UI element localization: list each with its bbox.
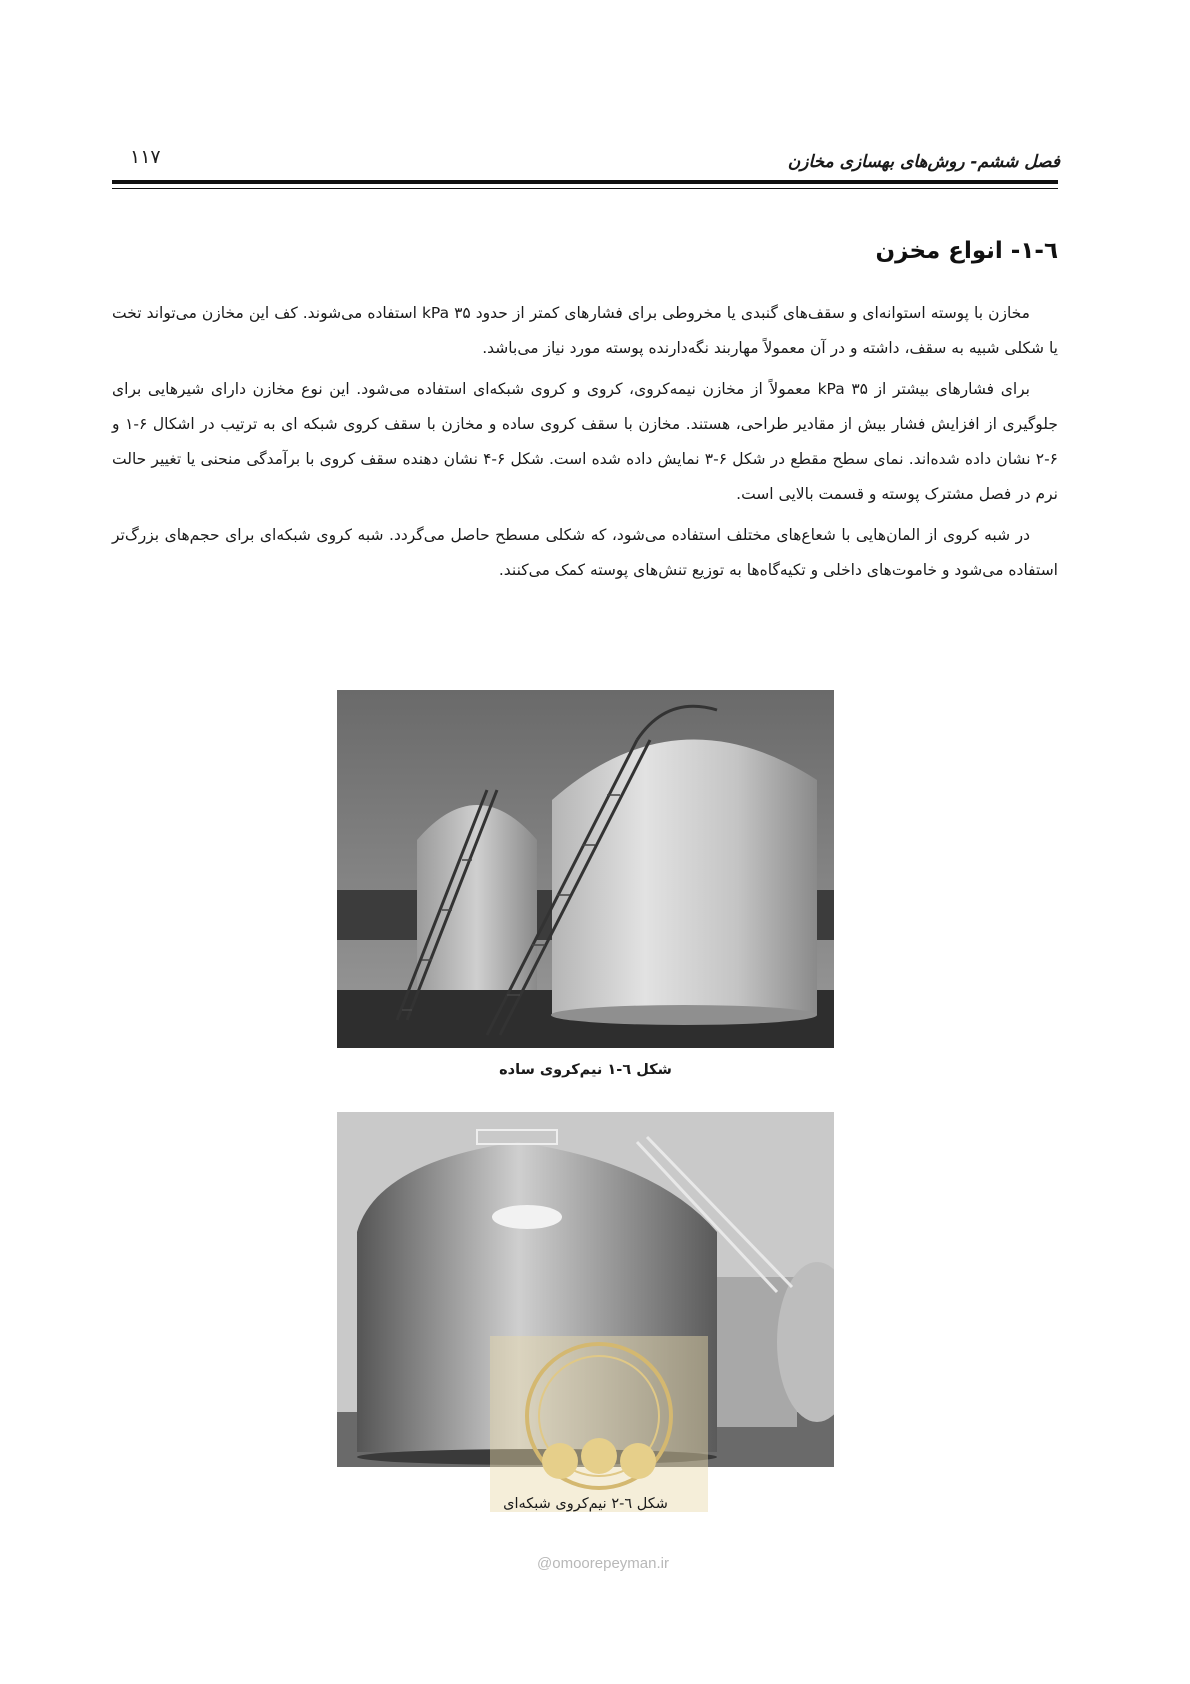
paragraph-1 (112, 296, 1058, 366)
paragraph-2 (112, 372, 1058, 512)
section-title: ٦-١- انواع مخزن (875, 238, 1058, 264)
paragraph-1-text-a: مخازن با پوسته استوانه‌ای و سقف‌های گنبدی یا مخروطی برای فشارهای کمتر از حدود ۳۵ (449, 304, 1030, 322)
figure-1-photo (337, 690, 834, 1048)
paragraph-2-text-a: برای فشارهای بیشتر از ۳۵ (844, 380, 1030, 398)
figure-2-caption: شکل ٦-٢ نیم‌کروی شبکه‌ای (503, 1496, 668, 1512)
paragraph-1-text-b: استفاده می‌شوند. کف این مخازن می‌تواند تخت یا شکلی شبیه به سقف، داشته و در آن معمولاً مهاربند نگه‌دارنده پوسته مورد نیاز می‌باشد. (112, 304, 1058, 357)
paragraph-3: در شبه کروی از المان‌هایی با شعاع‌های مختلف استفاده می‌شود، که شکلی مسطح حاصل می‌گردد. شبه کروی شبکه‌ای برای حجم‌های بزرگ‌تر استفاده می‌شود و خاموت‌های داخلی و تکیه‌گاه‌ها به توزیع تنش‌های پوسته کمک می‌کنند. (112, 526, 1058, 579)
paragraph-2-text-b: معمولاً از مخازن نیمه‌کروی، کروی و کروی شبکه‌ای استفاده می‌شود. این نوع مخازن دارای شیرهایی برای جلوگیری از افزایش فشار بیش از مقادیر طراحی، هستند. مخازن با سقف کروی ساده و مخازن با سقف کروی شبکه ای به ترتیب در اشکال ۶-۱ و ۶-۲ نشان داده شده‌اند. نمای سطح مقطع در شکل ۶-۳ نمایش داده شده است. شکل ۶-۴ نشان دهنده سقف کروی با برآمدگی منحنی یا تغییر حالت نرم در فصل مشترک پوسته و قسمت بالایی است. (112, 380, 1058, 503)
page-number: ۱۱۷ (130, 146, 161, 168)
header-rule-thick (112, 180, 1058, 184)
running-head: فصل ششم- روش‌های بهسازی مخازن (787, 152, 1060, 172)
paragraph-2-unit: kPa (817, 380, 845, 398)
watermark-url: @omoorepeyman.ir (537, 1555, 669, 1572)
figure-1-caption: شکل ٦-١ نیم‌کروی ساده (499, 1062, 672, 1078)
header-rule-thin (112, 188, 1058, 189)
body-text (112, 296, 1058, 594)
watermark-logo (490, 1336, 708, 1512)
paragraph-1-unit: kPa (421, 304, 450, 322)
